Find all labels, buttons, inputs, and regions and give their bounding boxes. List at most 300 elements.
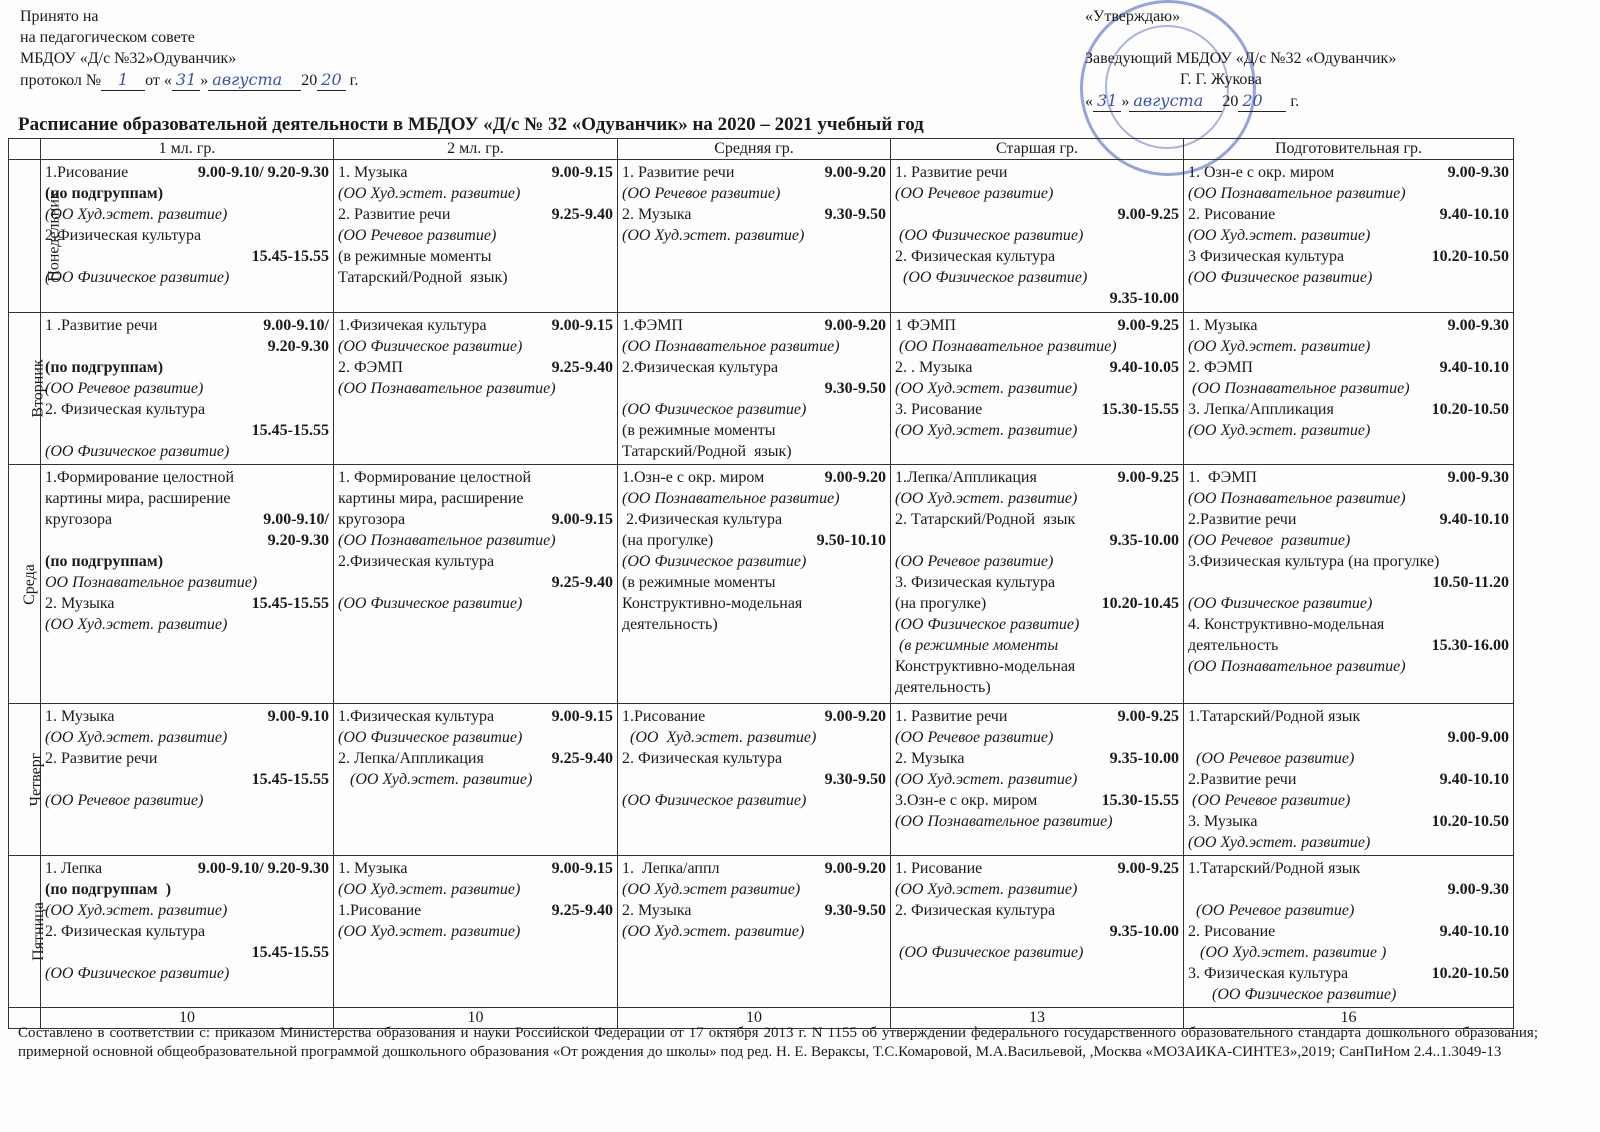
total-count: 16	[1184, 1008, 1514, 1029]
activity-text: Татарский/Родной язык)	[338, 269, 508, 286]
activity-time: 9.35-10.00	[1109, 532, 1179, 549]
activity-time: 9.40-10.10	[1439, 206, 1509, 223]
page-title: Расписание образовательной деятельности в МБДОУ «Д/с № 32 «Одуванчик» на 2020 – 2021 учебный год	[18, 114, 924, 135]
schedule-cell	[618, 160, 891, 313]
activity-time: 15.45-15.55	[251, 944, 329, 961]
activity-line	[45, 315, 329, 336]
activity-line	[895, 748, 1179, 769]
activity-line	[1188, 315, 1509, 336]
activity-text: 2. Физическая культура	[45, 401, 206, 418]
activity-time: 9.40-10.10	[1439, 771, 1509, 788]
activity-text: (ОО Худ.эстет. развитие)	[622, 923, 805, 940]
institution-label: МБДОУ «Д/с №32»Одуванчик»	[20, 50, 237, 67]
activity-text: (ОО Физическое развитие)	[338, 595, 523, 612]
activity-line	[45, 530, 329, 551]
activity-text: 1. Музыка	[1188, 317, 1258, 334]
activity-line	[45, 706, 329, 727]
activity-text: (по подгруппам )	[45, 881, 172, 898]
activity-text: (ОО Худ.эстет. развитие)	[1188, 227, 1371, 244]
activity-line	[1188, 858, 1509, 879]
approval-year: 20	[1238, 90, 1286, 112]
activity-text: 1. Лепка	[45, 860, 103, 877]
activity-text: 2. Музыка	[45, 595, 115, 612]
activity-text: (ОО Познавательное развитие)	[1188, 490, 1406, 507]
protocol-number: 1	[101, 69, 145, 91]
activity-text: (ОО Физическое развитие)	[622, 553, 807, 570]
approval-block-right	[1085, 6, 1396, 112]
activity-line	[895, 267, 1179, 288]
activity-text: (ОО Речевое развитие)	[895, 729, 1054, 746]
activity-line	[338, 246, 613, 267]
activity-text: (ОО Физическое развитие)	[45, 269, 230, 286]
activity-line	[45, 246, 329, 267]
activity-text: (ОО Физическое развитие)	[1188, 595, 1373, 612]
activity-time: 10.20-10.50	[1431, 965, 1509, 982]
activity-line	[338, 183, 613, 204]
activity-text: (ОО Худ.эстет. развитие)	[895, 771, 1078, 788]
activity-line	[1188, 420, 1509, 441]
activity-text: 1. Лепка/аппл	[622, 860, 720, 877]
day-name: Вторник	[29, 359, 47, 418]
activity-time: 10.20-10.50	[1431, 401, 1509, 418]
activity-line	[45, 963, 329, 984]
activity-line	[1188, 378, 1509, 399]
schedule-cell	[891, 160, 1184, 313]
activity-line	[338, 509, 613, 530]
quote: »	[1121, 93, 1130, 110]
activity-text: (ОО Физическое развитие)	[1188, 986, 1397, 1003]
activity-time: 9.00-9.30	[1447, 317, 1509, 334]
activity-text: (на прогулке)	[622, 532, 714, 549]
activity-line	[622, 488, 886, 509]
approve-label: «Утверждаю»	[1085, 8, 1181, 25]
activity-text: 2.Физическая культура	[338, 553, 495, 570]
activity-text: (ОО Речевое развитие)	[895, 185, 1054, 202]
day-row	[9, 704, 1514, 856]
activity-text: (ОО Худ.эстет. развитие)	[895, 422, 1078, 439]
quote: «	[1085, 93, 1093, 110]
activity-text: 1.Татарский/Родной язык	[1188, 860, 1361, 877]
activity-text: 2. Физическая культура	[895, 248, 1056, 265]
activity-line	[895, 811, 1179, 832]
activity-line	[1188, 832, 1509, 853]
activity-time: 9.40-10.10	[1439, 511, 1509, 528]
activity-line	[1188, 879, 1509, 900]
activity-text: (ОО Физическое развитие)	[622, 792, 807, 809]
activity-time: 9.20-9.30	[267, 338, 329, 355]
activity-line	[895, 420, 1179, 441]
activity-text: (ОО Худ.эстет. развитие)	[45, 616, 228, 633]
activity-time: 10.20-10.50	[1431, 248, 1509, 265]
activity-time: 9.00-9.20	[824, 164, 886, 181]
activity-line	[1188, 162, 1509, 183]
activity-text: 2. Физическая культура	[622, 750, 783, 767]
activity-text: 1.Физичекая культура	[338, 317, 487, 334]
activity-text: 2.Развитие речи	[1188, 771, 1297, 788]
activity-line	[895, 509, 1179, 530]
activity-text: 3. Рисование	[895, 401, 983, 418]
activity-text: (ОО Речевое развитие)	[1188, 532, 1351, 549]
activity-line	[1188, 204, 1509, 225]
activity-line	[895, 204, 1179, 225]
activity-text: (ОО Физическое развитие)	[1188, 269, 1373, 286]
protocol-month: августа	[208, 69, 301, 91]
schedule-cell	[618, 465, 891, 704]
protocol-line	[20, 69, 358, 91]
activity-line	[895, 572, 1179, 593]
activity-text: 3. Физическая культура	[1188, 965, 1349, 982]
year-prefix: 20	[1222, 93, 1239, 110]
activity-line	[45, 551, 329, 572]
activity-line	[622, 769, 886, 790]
activity-line	[338, 488, 613, 509]
activity-text: (ОО Худ.эстет. развитие)	[895, 490, 1078, 507]
activity-text: (в режимные моменты	[622, 574, 776, 591]
activity-line	[1188, 942, 1509, 963]
activity-text: 1.ФЭМП	[622, 317, 683, 334]
activity-time: 9.00-9.30	[1447, 164, 1509, 181]
activity-line	[338, 706, 613, 727]
activity-text: (ОО Речевое развитие)	[45, 792, 204, 809]
activity-text: Татарский/Родной язык)	[622, 443, 792, 460]
total-count: 10	[618, 1008, 891, 1029]
activity-line	[338, 858, 613, 879]
activity-line	[1188, 336, 1509, 357]
activity-text: 1. Музыка	[338, 164, 408, 181]
activity-time: 9.30-9.50	[824, 902, 886, 919]
activity-text: 2. Физическая культура	[895, 902, 1056, 919]
activity-line	[1188, 246, 1509, 267]
footer-note: Составлено в соответствии с: приказом Министерства образования и науки Российской Федерации от 17 октября 2013 г. N 1155 об утверждении федерального государственного образовательного стандарта дошкольного образования; примерной основной общеобразовательной программой дошкольного образования «От рождения до школы» под ред. Н. Е. Вераксы, Т.С.Комаровой, М.А.Васильевой, ,Москва «МОЗАИКА-СИНТЕЗ»,2019; СанПиНом 2.4..1.3049-13	[18, 1025, 1538, 1060]
activity-line	[895, 488, 1179, 509]
activity-line	[1188, 963, 1509, 984]
activity-text: 2. Музыка	[622, 902, 692, 919]
activity-line	[338, 336, 613, 357]
activity-text: (ОО Худ.эстет. развитие)	[45, 206, 228, 223]
activity-text: 3 Физическая культура	[1188, 248, 1345, 265]
schedule-cell	[891, 856, 1184, 1008]
activity-line	[45, 488, 329, 509]
activity-line	[338, 530, 613, 551]
activity-line	[895, 530, 1179, 551]
schedule-cell	[1184, 704, 1514, 856]
activity-text: 1. Музыка	[338, 860, 408, 877]
activity-line	[338, 572, 613, 593]
activity-time: 9.25-9.40	[551, 206, 613, 223]
activity-text: (по подгруппам)	[45, 359, 164, 376]
activity-time: 15.45-15.55	[251, 771, 329, 788]
activity-line	[1188, 921, 1509, 942]
activity-line	[622, 530, 886, 551]
activity-line	[895, 399, 1179, 420]
schedule-cell	[891, 704, 1184, 856]
activity-line	[895, 656, 1179, 677]
schedule-cell	[891, 465, 1184, 704]
activity-time: 9.00-9.20	[824, 708, 886, 725]
activity-text: 2.Физическая культура	[45, 227, 202, 244]
activity-line	[895, 183, 1179, 204]
activity-line	[895, 551, 1179, 572]
activity-line	[622, 441, 886, 462]
year-prefix: 20	[301, 72, 318, 89]
activity-text: 2. Татарский/Родной язык	[895, 511, 1076, 528]
activity-text: 1.Лепка/Аппликация	[895, 469, 1037, 486]
activity-text: (ОО Познавательное развитие)	[895, 338, 1117, 355]
activity-text: Конструктивно-модельная	[895, 658, 1076, 675]
activity-text: (ОО Худ.эстет. развитие)	[622, 729, 817, 746]
activity-text: 2.Физическая культура	[622, 359, 779, 376]
activity-line	[1188, 635, 1509, 656]
group-header-row	[9, 139, 1514, 160]
activity-line	[622, 162, 886, 183]
activity-text: ОО Познавательное развитие)	[45, 574, 258, 591]
activity-text: 3. Физическая культура	[895, 574, 1056, 591]
day-label	[9, 704, 45, 856]
activity-text: 2. Музыка	[895, 750, 965, 767]
activity-text: (ОО Речевое развитие)	[1188, 792, 1351, 809]
activity-line	[1188, 706, 1509, 727]
activity-text: (ОО Физическое развитие)	[45, 443, 230, 460]
activity-text: (ОО Физическое развитие)	[338, 338, 523, 355]
schedule-cell	[334, 856, 618, 1008]
activity-text: (ОО Физическое развитие)	[895, 616, 1080, 633]
activity-line	[622, 921, 886, 942]
activity-line	[895, 900, 1179, 921]
activity-text: (ОО Познавательное развитие)	[622, 490, 840, 507]
activity-line	[1188, 551, 1509, 572]
activity-text: 1. ФЭМП	[1188, 469, 1257, 486]
schedule-cell	[334, 160, 618, 313]
activity-text: (ОО Познавательное развитие)	[622, 338, 840, 355]
activity-line	[895, 677, 1179, 698]
activity-line	[45, 614, 329, 635]
activity-line	[622, 467, 886, 488]
approval-day: 31	[1093, 90, 1121, 112]
activity-text: картины мира, расширение	[45, 490, 231, 507]
activity-time: 9.00-9.10/	[263, 317, 329, 334]
activity-line	[45, 357, 329, 378]
activity-time: 9.00-9.10/ 9.20-9.30	[197, 860, 329, 877]
approval-month: августа	[1129, 90, 1222, 112]
activity-text: (ОО Речевое развитие)	[895, 553, 1054, 570]
activity-text: (ОО Худ.эстет. развитие)	[1188, 834, 1371, 851]
activity-line	[1188, 267, 1509, 288]
activity-time: 9.30-9.50	[824, 380, 886, 397]
activity-line	[622, 706, 886, 727]
activity-line	[338, 204, 613, 225]
activity-time: 15.30-15.55	[1101, 401, 1179, 418]
day-label	[9, 856, 47, 1008]
activity-text: 1.Рисование	[45, 164, 129, 181]
activity-text: (ОО Худ.эстет. развитие)	[622, 227, 805, 244]
activity-line	[622, 790, 886, 811]
activity-text: 1 ФЭМП	[895, 317, 956, 334]
activity-time: 9.00-9.30	[1447, 469, 1509, 486]
total-count: 10	[334, 1008, 618, 1029]
activity-line	[338, 315, 613, 336]
activity-line	[338, 593, 613, 614]
day-row	[9, 465, 1514, 704]
activity-text: 1 .Развитие речи	[45, 317, 158, 334]
activity-text: (в режимные моменты	[895, 637, 1059, 654]
activity-time: 9.25-9.40	[551, 359, 613, 376]
activity-line	[45, 441, 329, 462]
activity-time: 15.45-15.55	[251, 422, 329, 439]
day-row	[9, 856, 1514, 1008]
activity-time: 9.00-9.15	[551, 164, 613, 181]
activity-line	[622, 357, 886, 378]
activity-line	[622, 378, 886, 399]
activity-time: 9.00-9.30	[1447, 881, 1509, 898]
activity-text: 2. Развитие речи	[45, 750, 158, 767]
group-header: Старшая гр.	[891, 139, 1184, 160]
activity-text: 1.Рисование	[338, 902, 422, 919]
activity-line	[338, 769, 613, 790]
protocol-label: протокол №	[20, 72, 102, 89]
activity-text: 1.Озн-е с окр. миром	[622, 469, 765, 486]
activity-text: 2. Лепка/Аппликация	[338, 750, 484, 767]
activity-time: 9.00-9.15	[551, 708, 613, 725]
activity-time: 10.20-10.45	[1101, 595, 1179, 612]
activity-line	[338, 467, 613, 488]
activity-line	[338, 225, 613, 246]
activity-text: 2. ФЭМП	[1188, 359, 1253, 376]
activity-text: (ОО Физическое развитие)	[895, 269, 1088, 286]
group-header: Подготовительная гр.	[1184, 139, 1514, 160]
activity-line	[45, 378, 329, 399]
schedule-cell	[1184, 313, 1514, 465]
activity-time: 9.00-9.10/	[263, 511, 329, 528]
activity-line	[338, 748, 613, 769]
activity-line	[622, 551, 886, 572]
activity-line	[1188, 811, 1509, 832]
activity-text: 2. ФЭМП	[338, 359, 403, 376]
activity-text: (ОО Речевое развитие)	[338, 227, 497, 244]
activity-text: 2. . Музыка	[895, 359, 973, 376]
activity-text: 3.Физическая культура (на прогулке)	[1188, 553, 1440, 570]
activity-line	[895, 225, 1179, 246]
activity-text: (ОО Речевое развитие)	[1188, 750, 1355, 767]
activity-line	[338, 357, 613, 378]
activity-line	[1188, 727, 1509, 748]
schedule-cell	[891, 313, 1184, 465]
accepted-label: Принято на	[20, 8, 99, 25]
activity-text: (ОО Худ.эстет. развитие)	[338, 881, 521, 898]
activity-line	[45, 858, 329, 879]
activity-text: (ОО Познавательное развитие)	[895, 813, 1113, 830]
schedule-cell	[41, 160, 334, 313]
activity-text: (ОО Худ.эстет. развитие)	[45, 902, 228, 919]
activity-line	[338, 551, 613, 572]
activity-line	[45, 336, 329, 357]
activity-line	[1188, 572, 1509, 593]
activity-line	[338, 879, 613, 900]
activity-line	[1188, 748, 1509, 769]
activity-text: (ОО Физическое развитие)	[622, 401, 807, 418]
activity-text: (ОО Физическое развитие)	[45, 965, 230, 982]
activity-line	[1188, 183, 1509, 204]
activity-time: 9.25-9.40	[551, 574, 613, 591]
activity-text: 1. Озн-е с окр. миром	[1188, 164, 1335, 181]
activity-line	[895, 727, 1179, 748]
activity-text: деятельность)	[622, 616, 718, 633]
activity-line	[45, 399, 329, 420]
activity-time: 9.00-9.20	[824, 860, 886, 877]
activity-text: 1.Физическая культура	[338, 708, 495, 725]
activity-time: 9.25-9.40	[551, 902, 613, 919]
head-label: Заведующий МБДОУ «Д/с №32 «Одуванчик»	[1085, 50, 1397, 67]
day-row	[9, 313, 1514, 465]
activity-line	[895, 858, 1179, 879]
activity-time: 15.45-15.55	[251, 595, 329, 612]
activity-line	[338, 267, 613, 288]
activity-text: деятельность)	[895, 679, 991, 696]
day-name: Четверг	[27, 752, 45, 807]
activity-text: 2.Развитие речи	[1188, 511, 1297, 528]
activity-line	[45, 879, 329, 900]
activity-line	[1188, 530, 1509, 551]
activity-text: (по подгруппам)	[45, 185, 164, 202]
schedule-cell	[334, 704, 618, 856]
group-header: Средняя гр.	[618, 139, 891, 160]
activity-text: 3. Лепка/Аппликация	[1188, 401, 1334, 418]
activity-line	[895, 790, 1179, 811]
activity-text: (ОО Худ.эстет. развитие)	[895, 881, 1078, 898]
day-label	[9, 313, 47, 465]
activity-line	[622, 614, 886, 635]
activity-text: кругозора	[338, 511, 406, 528]
activity-line	[45, 420, 329, 441]
activity-line	[45, 267, 329, 288]
activity-line	[895, 706, 1179, 727]
activity-line	[622, 748, 886, 769]
activity-line	[895, 921, 1179, 942]
activity-line	[622, 315, 886, 336]
activity-time: 9.35-10.00	[1109, 750, 1179, 767]
group-header: 1 мл. гр.	[41, 139, 334, 160]
activity-text: 2. Рисование	[1188, 923, 1276, 940]
activity-line	[895, 357, 1179, 378]
activity-line	[895, 378, 1179, 399]
activity-time: 9.00-9.00	[1447, 729, 1509, 746]
activity-time: 9.00-9.10/ 9.20-9.30	[197, 164, 329, 181]
activity-text: 2. Физическая культура	[45, 923, 206, 940]
schedule-cell	[1184, 465, 1514, 704]
schedule-cell	[41, 856, 334, 1008]
activity-line	[1188, 900, 1509, 921]
year-suffix: г.	[1290, 93, 1300, 110]
activity-line	[895, 614, 1179, 635]
activity-line	[895, 593, 1179, 614]
activity-text: кругозора	[45, 511, 113, 528]
schedule-cell	[41, 465, 334, 704]
activity-time: 9.00-9.20	[824, 469, 886, 486]
total-count: 10	[41, 1008, 334, 1029]
schedule-cell	[618, 313, 891, 465]
activity-line	[622, 879, 886, 900]
activity-text: (ОО Познавательное развитие)	[1188, 658, 1406, 675]
activity-text: (ОО Физическое развитие)	[338, 729, 523, 746]
activity-line	[622, 204, 886, 225]
activity-line	[622, 593, 886, 614]
activity-line	[895, 162, 1179, 183]
activity-time: 9.20-9.30	[267, 532, 329, 549]
activity-text: (ОО Худ.эстет. развитие)	[45, 729, 228, 746]
activity-text: 3.Озн-е с окр. миром	[895, 792, 1038, 809]
activity-line	[45, 748, 329, 769]
activity-text: (в режимные моменты	[338, 248, 492, 265]
activity-line	[622, 572, 886, 593]
